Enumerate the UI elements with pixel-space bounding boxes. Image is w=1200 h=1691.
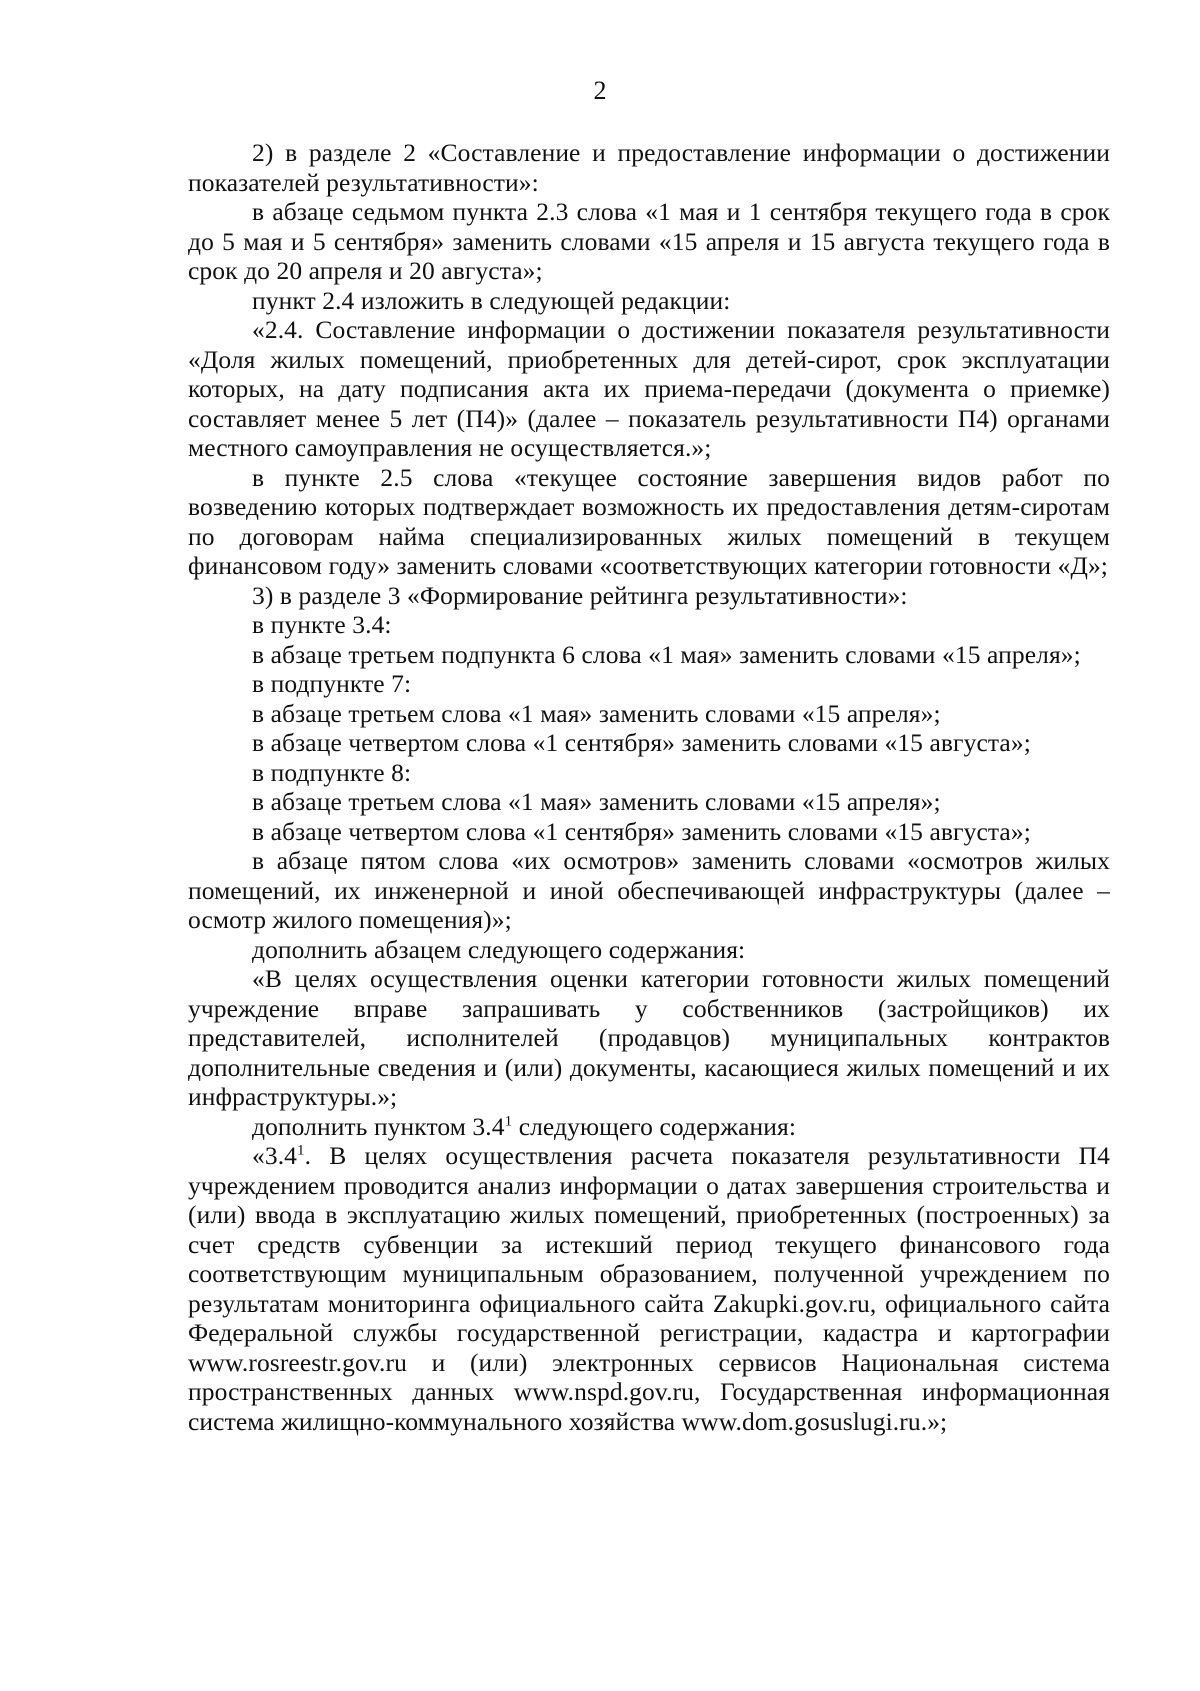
paragraph: «В целях осуществления оценки категории готовности жилых помещений учреждение вправе запрашивать у собственников (застройщиков) их представителей, исполнителей (продавцов) муниципальных контрактов дополнительные сведения и (или) документы, касающиеся жилых помещений и их инфраструктуры.»; xyxy=(188,964,1110,1111)
paragraph: в абзаце пятом слова «их осмотров» заменить словами «осмотров жилых помещений, их инженерной и иной обеспечивающей инфраструктуры (далее – осмотр жилого помещения)»; xyxy=(188,846,1110,934)
paragraph: в абзаце седьмом пункта 2.3 слова «1 мая и 1 сентября текущего года в срок до 5 мая и 5 сентября» заменить словами «15 апреля и 15 августа текущего года в срок до 20 апреля и 20 августа»; xyxy=(188,197,1110,285)
paragraph: «2.4. Составление информации о достижении показателя результативности «Доля жилых помещений, приобретенных для детей-сирот, срок эксплуатации которых, на дату подписания акта их приема-передачи (документа о приемке) составляет менее 5 лет (П4)» (далее – показатель результативности П4) органами местного самоуправления не осуществляется.»; xyxy=(188,315,1110,462)
paragraph: в пункте 2.5 слова «текущее состояние завершения видов работ по возведению которых подтверждает возможность их предоставления детям-сиротам по договорам найма специализированных жилых помещений в текущем финансовом году» заменить словами «соответствующих категории готовности «Д»; xyxy=(188,462,1110,580)
paragraph: в подпункте 8: xyxy=(252,757,412,787)
superscript: 1 xyxy=(504,1113,513,1129)
paragraph: в абзаце третьем слова «1 мая» заменить словами «15 апреля»; xyxy=(252,787,941,816)
paragraph: в подпункте 7: xyxy=(252,669,412,698)
paragraph: дополнить абзацем следующего содержания: xyxy=(252,934,746,964)
paragraph-add-point xyxy=(188,1112,1110,1142)
paragraph: 2) в разделе 2 «Составление и предоставление информации о достижении показателей результативности»: xyxy=(188,138,1110,197)
paragraph-text: дополнить пунктом 3.4 xyxy=(252,1111,505,1141)
document-body xyxy=(188,138,1110,1436)
paragraph: в абзаце четвертом слова «1 сентября» заменить словами «15 августа»; xyxy=(252,816,1031,846)
paragraph: 3) в разделе 3 «Формирование рейтинга результативности»: xyxy=(252,580,908,610)
paragraph-point-3-4-1 xyxy=(188,1141,1110,1436)
page-number: 2 xyxy=(593,76,607,105)
paragraph-text: . В целях осуществления расчета показателя результативности П4 учреждением проводится анализ информации о датах завершения строительства и (или) ввода в эксплуатацию жилых помещений, приобретенных (построенных) за счет средств субвенции за истекший период текущего финансового года соответствующим муниципальным образованием, полученной учреждением по результатам мониторинга официального сайта Zakupki.gov.ru, официального сайта Федеральной службы государственной регистрации, кадастра и картографии www.rosreestr.gov.ru и (или) электронных сервисов Национальная система пространственных данных www.nspd.gov.ru, Государственная информационная система жилищно-коммунального хозяйства www.dom.gosuslugi.ru.»; xyxy=(188,1141,1110,1436)
superscript: 1 xyxy=(297,1142,305,1159)
paragraph: в пункте 3.4: xyxy=(252,610,392,639)
paragraph: в абзаце третьем подпункта 6 слова «1 мая» заменить словами «15 апреля»; xyxy=(252,639,1081,669)
paragraph: пункт 2.4 изложить в следующей редакции: xyxy=(252,285,731,315)
paragraph: в абзаце третьем слова «1 мая» заменить словами «15 апреля»; xyxy=(252,698,941,728)
paragraph-text: «3.4 xyxy=(252,1141,298,1170)
paragraph-text: следующего содержания: xyxy=(512,1111,797,1141)
paragraph: в абзаце четвертом слова «1 сентября» заменить словами «15 августа»; xyxy=(252,728,1031,757)
